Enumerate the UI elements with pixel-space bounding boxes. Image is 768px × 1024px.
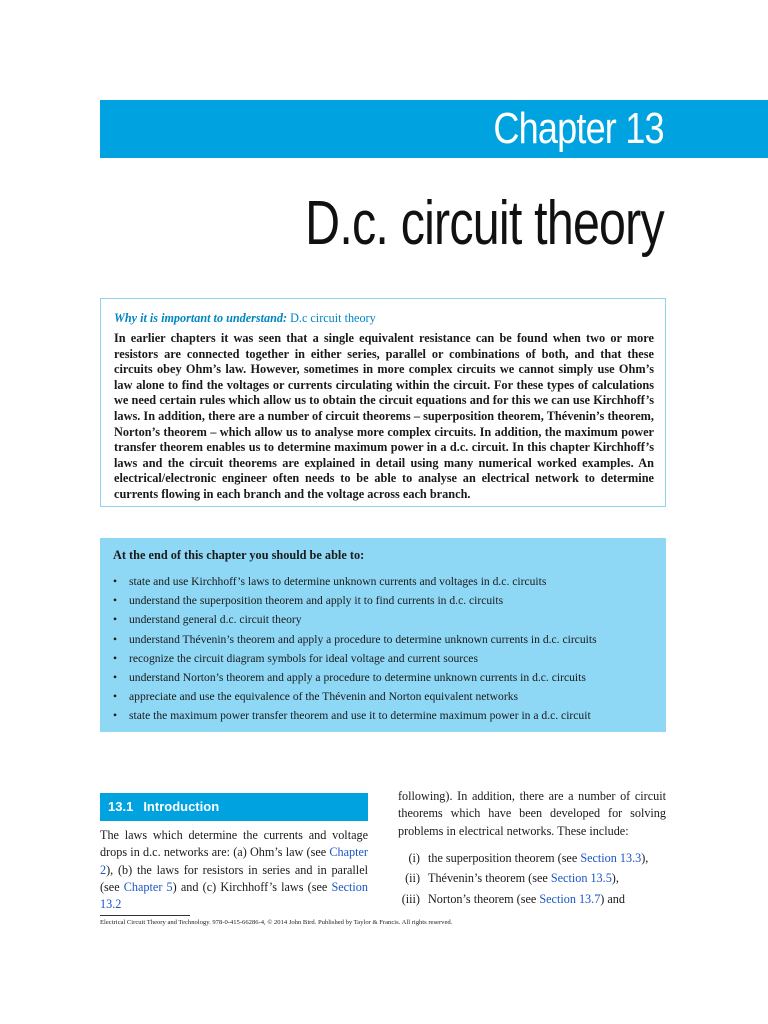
theorem-number: (ii) <box>405 871 420 886</box>
bullet-icon: • <box>113 594 118 608</box>
objective-item: • appreciate and use the equivalence of the Thévenin and Norton equivalent networks <box>113 687 654 706</box>
why-important-body: In earlier chapters it was seen that a single equivalent resistance can be found when two or more resistors are connected together in either series, parallel or combinations of both, and that these circuits obey Ohm’s law. However, sometimes in more complex circuits we cannot simply use Ohm’s law alone to find the voltages or currents circulating within the circuit. For these types of calculations we need certain rules which allow us to obtain the circuit equations and for this we can use Kirchhoff’s laws. In addition, there are a number of circuit theorems – superposition theorem, Thévenin’s theorem, Norton’s theorem – which allow us to analyse more complex circuits. In addition, the maximum power transfer theorem enables us to determine maximum power in a d.c. circuit. In this chapter Kirchhoff’s laws and the circuit theorems are explained in detail using many numerical worked examples. An electrical/electronic engineer often needs to be able to analyse an electrical network to determine currents flowing in each branch and the voltage across each branch. <box>114 331 654 501</box>
theorem-number: (iii) <box>401 891 420 906</box>
chapter-label: Chapter 13 <box>493 104 664 153</box>
objective-item: • recognize the circuit diagram symbols for ideal voltage and current sources <box>113 649 654 668</box>
objective-item: • state and use Kirchhoff’s laws to determine unknown currents and voltages in d.c. circuits <box>113 572 654 591</box>
link-section-13-7[interactable]: Section 13.7 <box>539 891 601 906</box>
section-number: 13.1 <box>108 799 134 814</box>
bullet-icon: • <box>113 690 118 704</box>
theorem-number: (i) <box>408 850 420 865</box>
why-heading-prefix: Why it is important to understand: <box>114 311 288 325</box>
chapter-title: D.c. circuit theory <box>305 189 664 258</box>
objective-item: • state the maximum power transfer theorem and use it to determine maximum power in a d.c. circuit <box>113 706 654 725</box>
objective-item: • understand general d.c. circuit theory <box>113 610 654 629</box>
bullet-icon: • <box>113 671 118 685</box>
right-column <box>398 788 666 909</box>
link-chapter-2[interactable]: Chapter 2 <box>100 845 368 877</box>
objective-item: • understand the superposition theorem and apply it to find currents in d.c. circuits <box>113 591 654 610</box>
intro-paragraph: The laws which determine the currents and voltage drops in d.c. networks are: (a) Ohm’s law (see Chapter 2), (b) the laws for resistors in series and in parallel (see Chapter 5) and (c) Kirchhoff’s laws (see Section 13.2 <box>100 828 368 912</box>
objectives-list <box>113 572 654 726</box>
objectives-heading: At the end of this chapter you should be able to: <box>113 548 365 562</box>
chapter-banner <box>100 100 768 158</box>
section-title: Introduction <box>143 799 220 814</box>
bullet-icon: • <box>113 575 118 588</box>
objective-item: • understand Thévenin’s theorem and apply a procedure to determine unknown currents in d.c. circuits <box>113 630 654 649</box>
theorem-list <box>398 848 666 910</box>
continued-paragraph: following). In addition, there are a number of circuit theorems which have been developed for solving problems in electrical networks. These include: <box>398 789 666 838</box>
bullet-icon: • <box>113 709 118 723</box>
link-chapter-5[interactable]: Chapter 5 <box>123 879 173 894</box>
link-section-13-3[interactable]: Section 13.3 <box>580 850 642 865</box>
theorem-item: (iii) Norton’s theorem (see Section 13.7) and <box>398 889 666 910</box>
copyright-footer: Electrical Circuit Theory and Technology. 978-0-415-66286-4, © 2014 John Bird. Published by Taylor & Francis. All rights reserved. <box>100 919 453 926</box>
bullet-icon: • <box>113 651 118 665</box>
footer-rule <box>100 915 190 916</box>
why-heading-topic: D.c circuit theory <box>287 311 376 325</box>
bullet-icon: • <box>113 613 118 627</box>
objectives-box <box>100 538 666 732</box>
link-section-13-5[interactable]: Section 13.5 <box>550 871 612 886</box>
why-important-heading <box>114 311 654 325</box>
bullet-icon: • <box>113 632 118 646</box>
section-header <box>100 793 368 821</box>
why-important-box <box>100 298 666 507</box>
objective-item: • understand Norton’s theorem and apply a procedure to determine unknown currents in d.c. circuits <box>113 668 654 687</box>
theorem-item: (ii) Thévenin’s theorem (see Section 13.5), <box>398 868 666 889</box>
left-column <box>100 827 368 913</box>
theorem-item: (i) the superposition theorem (see Section 13.3), <box>398 848 666 869</box>
link-section-13-2[interactable]: Section 13.2 <box>100 879 368 912</box>
